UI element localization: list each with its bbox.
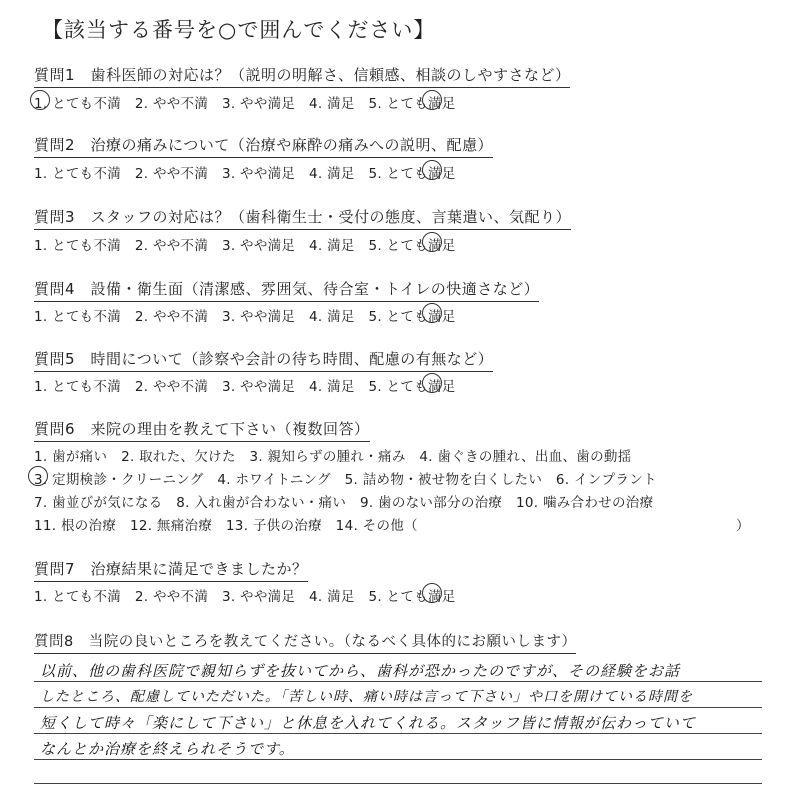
q7-answer-circle [422, 583, 442, 603]
question-2-options: 1. とても不満 2. やや不満 3. やや満足 4. 満足 5. とても満足 [34, 166, 456, 182]
q6-answer-circle [28, 466, 48, 486]
q6-options-line-1: 1. 歯が痛い 2. 取れた、欠けた 3. 親知らずの腫れ・痛み 4. 歯ぐきの腫れ、出血、歯の動揺 [34, 449, 632, 465]
answer-rule-4 [34, 759, 762, 760]
q1-answer-circle [422, 90, 442, 110]
answer-rule-5 [34, 783, 762, 784]
answer-rule-1 [34, 681, 762, 682]
q6-options-line-4: 11. 根の治療 12. 無痛治療 13. 子供の治療 14. その他（ [34, 518, 418, 534]
page-header: 【該当する番号を○で囲んでください】 [42, 18, 436, 42]
q4-answer-circle [422, 303, 442, 323]
question-1-options: 1. とても不満 2. やや不満 3. やや満足 4. 満足 5. とても満足 [34, 96, 456, 112]
question-5-title: 質問5 時間について（診察や会計の待ち時間、配慮の有無など） [34, 348, 493, 372]
answer-rule-2 [34, 707, 762, 708]
question-2-title: 質問2 治療の痛みについて（治療や麻酔の痛みへの説明、配慮） [34, 134, 493, 158]
q2-answer-circle [422, 160, 442, 180]
question-4-options: 1. とても不満 2. やや不満 3. やや満足 4. 満足 5. とても満足 [34, 309, 456, 325]
question-1-title: 質問1 歯科医師の対応は？（説明の明解さ、信頼感、相談のしやすさなど） [34, 64, 570, 88]
question-3-options: 1. とても不満 2. やや不満 3. やや満足 4. 満足 5. とても満足 [34, 238, 456, 254]
question-7-title: 質問7 治療結果に満足できましたか？ [34, 558, 308, 582]
q8-answer-line-1: 以前、他の歯科医院で親知らずを抜いてから、歯科が恐かったのですが、その経験をお話 [40, 662, 681, 680]
question-3-title: 質問3 スタッフの対応は？（歯科衛生士・受付の態度、言葉遣い、気配り） [34, 206, 571, 230]
question-8-title: 質問8 当院の良いところを教えてください。（なるべく具体的にお願いします） [34, 630, 576, 654]
q6-options-line-2: 3. 定期検診・クリーニング 4. ホワイトニング 5. 詰め物・被せ物を白くしたい 6. インプラント [34, 472, 657, 488]
question-5-options: 1. とても不満 2. やや不満 3. やや満足 4. 満足 5. とても満足 [34, 379, 456, 395]
question-6-title: 質問6 来院の理由を教えて下さい（複数回答） [34, 418, 370, 442]
q5-answer-circle [422, 373, 442, 393]
question-4-title: 質問4 設備・衛生面（清潔感、雰囲気、待合室・トイレの快適さなど） [34, 278, 539, 302]
q6-other-close-paren: ） [736, 518, 750, 534]
question-7-options: 1. とても不満 2. やや不満 3. やや満足 4. 満足 5. とても満足 [34, 589, 456, 605]
q8-answer-line-4: なんとか治療を終えられそうです。 [40, 740, 295, 758]
q6-options-line-3: 7. 歯並びが気になる 8. 入れ歯が合わない・痛い 9. 歯のない部分の治療 10. 噛み合わせの治療 [34, 495, 654, 511]
q8-answer-line-3: 短くして時々「楽にして下さい」と休息を入れてくれる。スタッフ皆に情報が伝わっていて [40, 714, 696, 732]
q8-answer-line-2: したところ、配慮していただいた。「苦しい時、痛い時は言って下さい」や口を開けている時間を [40, 689, 693, 705]
q3-answer-circle [422, 232, 442, 252]
answer-rule-3 [34, 733, 762, 734]
q1-check-mark [30, 90, 50, 110]
